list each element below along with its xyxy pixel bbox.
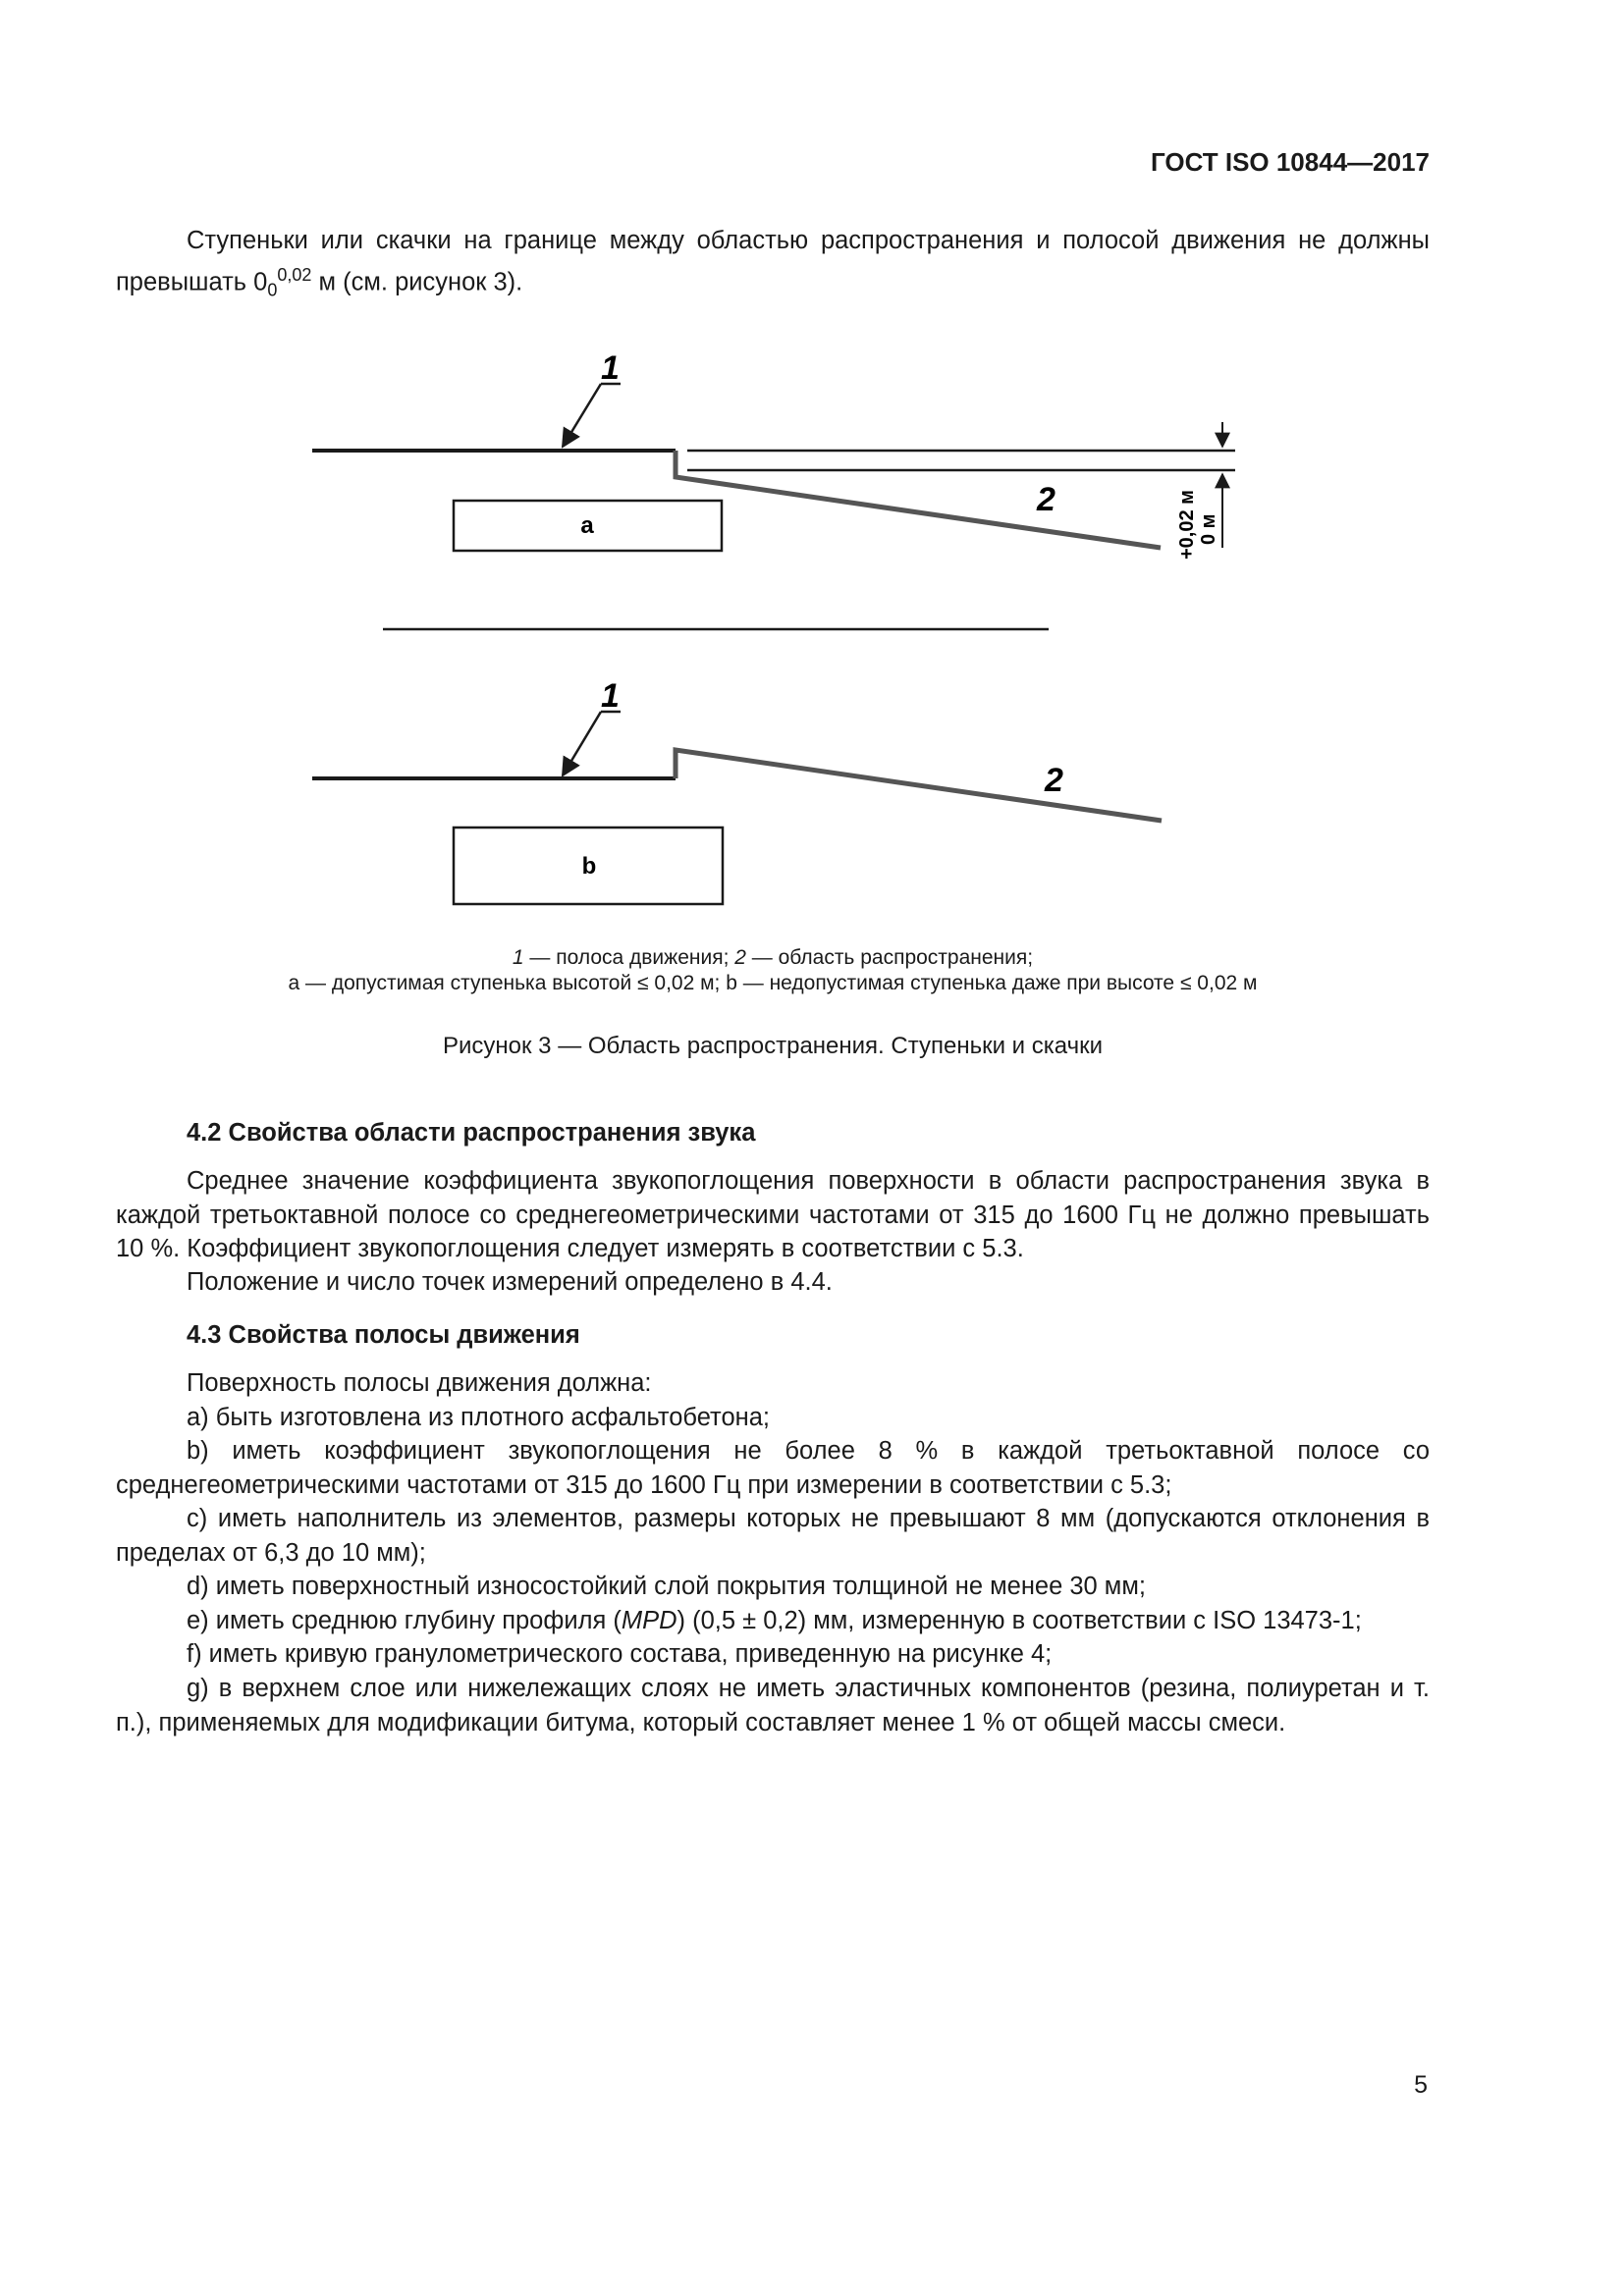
callout-1-b: 1: [601, 677, 620, 715]
figure-legend-line1: 1 — полоса движения; 2 — область распространения;: [512, 946, 1034, 969]
section-4-2-paragraph-2: Положение и число точек измерений определено в 4.4.: [187, 1268, 833, 1296]
panel-b-diagram: [312, 677, 1162, 904]
step-b: [676, 750, 1162, 821]
panel-b-label: b: [581, 853, 597, 880]
list-item-b: b) иметь коэффициент звукопоглощения не более 8 % в каждой третьоктавной полосе со среднегеометрическими частотами от 315 до 1600 Гц при измерении в соответствии с 5.3;: [116, 1437, 1430, 1499]
section-4-2-heading: 4.2 Свойства области распространения звука: [187, 1119, 756, 1147]
figure-caption: Рисунок 3 — Область распространения. Ступеньки и скачки: [443, 1033, 1103, 1059]
list-item-c: с) иметь наполнитель из элементов, размеры которых не превышают 8 мм (допускаются отклонения в пределах от 6,3 до 10 мм);: [116, 1505, 1430, 1567]
section-4-3-intro: Поверхность полосы движения должна:: [187, 1369, 652, 1397]
figure-3: [0, 0, 1624, 942]
callout-2-b: 2: [1045, 762, 1063, 799]
document-code: ГОСТ ISO 10844—2017: [1150, 147, 1430, 177]
callout-leader-b: [563, 712, 601, 775]
figure-legend-line2: а — допустимая ступенька высотой ≤ 0,02 м; b — недопустимая ступенька даже при высоте ≤ 0,02 м: [288, 972, 1258, 994]
page-number: 5: [1414, 2071, 1428, 2099]
intro-paragraph: Ступеньки или скачки на границе между областью распространения и полосой движения не должны превышать $0_0^{0,02}$ м (см. рисунок 3).: [116, 227, 1430, 300]
list-item-d: d) иметь поверхностный износостойкий слой покрытия толщиной не менее 30 мм;: [187, 1573, 1146, 1600]
panel-a-label: a: [580, 512, 594, 539]
list-item-g: g) в верхнем слое или нижележащих слоях не иметь эластичных компонентов (резина, полиуретан и т. п.), применяемых для модификации битума, который составляет менее 1 % от общей массы смеси.: [116, 1675, 1430, 1736]
callout-2-a: 2: [1037, 481, 1056, 518]
callout-leader-a: [563, 384, 601, 447]
dimension-upper: +0,02 м: [1176, 490, 1198, 560]
step-a: [676, 451, 1161, 548]
panel-a-diagram: [312, 349, 1235, 560]
section-4-2-paragraph-1: Среднее значение коэффициента звукопоглощения поверхности в области распространения звука в каждой третьоктавной полосе со среднегеометрическими частотами от 315 до 1600 Гц не должно превышать 10 %. Коэффициент звукопоглощения следует измерять в соответствии с 5.3.: [116, 1167, 1430, 1262]
list-item-f: f) иметь кривую гранулометрического состава, приведенную на рисунке 4;: [187, 1640, 1053, 1668]
section-4-3-heading: 4.3 Свойства полосы движения: [187, 1321, 580, 1349]
list-item-a: а) быть изготовлена из плотного асфальтобетона;: [187, 1404, 770, 1431]
callout-1-a: 1: [601, 349, 620, 387]
dimension-lower: 0 м: [1198, 513, 1219, 545]
list-item-e: е) иметь среднюю глубину профиля (MPD) (0,5 ± 0,2) мм, измеренную в соответствии с ISO 13473-1;: [187, 1607, 1362, 1634]
